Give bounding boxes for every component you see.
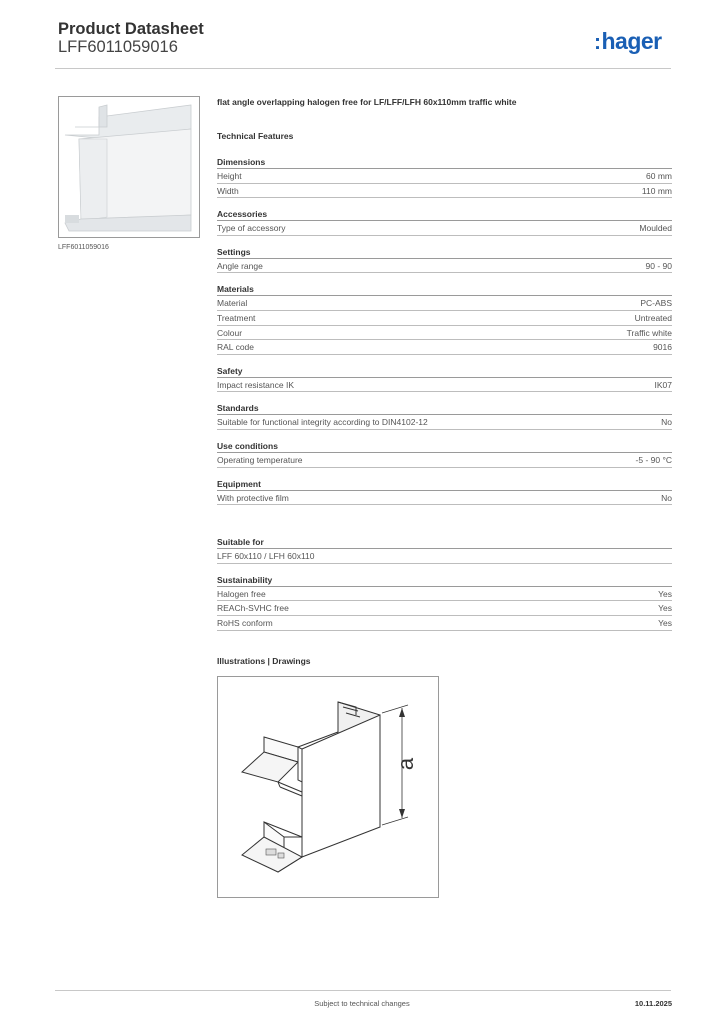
footer-divider bbox=[55, 990, 671, 991]
hager-logo bbox=[594, 28, 662, 55]
spec-label: Material bbox=[217, 298, 248, 309]
technical-features-heading: Technical Features bbox=[217, 131, 294, 141]
feature-sections bbox=[217, 155, 672, 505]
section-title: Suitable for bbox=[217, 535, 672, 549]
section-title: Dimensions bbox=[217, 155, 672, 169]
technical-drawing bbox=[217, 676, 439, 898]
spec-label: Impact resistance IK bbox=[217, 379, 295, 390]
spec-label: Treatment bbox=[217, 312, 256, 323]
spec-label: Type of accessory bbox=[217, 223, 286, 234]
page-title: Product Datasheet bbox=[58, 20, 204, 38]
spec-label: REACh-SVHC free bbox=[217, 603, 289, 614]
spec-label: LFF 60x110 / LFH 60x110 bbox=[217, 551, 315, 562]
spec-row bbox=[217, 601, 672, 616]
spec-label: Angle range bbox=[217, 260, 263, 271]
spec-label: Height bbox=[217, 171, 242, 181]
spec-value: -5 - 90 °C bbox=[635, 454, 672, 465]
spec-value: Traffic white bbox=[626, 327, 672, 338]
spec-value: 90 - 90 bbox=[645, 260, 672, 271]
product-description: flat angle overlapping halogen free for LF/LFF/LFH 60x110mm traffic white bbox=[217, 97, 517, 107]
spec-row bbox=[217, 549, 672, 564]
spec-label: Width bbox=[217, 185, 239, 196]
logo-text: hager bbox=[601, 28, 662, 54]
spec-row bbox=[217, 184, 672, 199]
section-title: Standards bbox=[217, 401, 672, 415]
header-divider bbox=[55, 68, 671, 69]
spec-row bbox=[217, 616, 672, 631]
product-code: LFF6011059016 bbox=[58, 38, 178, 56]
product-image bbox=[58, 96, 200, 238]
spec-label: Halogen free bbox=[217, 588, 266, 599]
footer-note: Subject to technical changes bbox=[314, 999, 410, 1008]
spec-row bbox=[217, 453, 672, 468]
illustrations-heading: Illustrations | Drawings bbox=[217, 656, 311, 666]
spec-label: RoHS conform bbox=[217, 617, 273, 628]
spec-label: With protective film bbox=[217, 492, 289, 503]
spec-value: No bbox=[661, 417, 672, 428]
logo-colon: : bbox=[594, 31, 601, 54]
spec-row bbox=[217, 491, 672, 506]
spec-section bbox=[217, 364, 672, 393]
spec-row bbox=[217, 340, 672, 355]
section-title: Settings bbox=[217, 245, 672, 259]
spec-row bbox=[217, 587, 672, 602]
spec-section bbox=[217, 245, 672, 274]
image-caption: LFF6011059016 bbox=[58, 244, 109, 251]
spec-value: 110 mm bbox=[641, 185, 672, 196]
dimension-label-a: a bbox=[393, 757, 419, 771]
spec-row bbox=[217, 378, 672, 393]
spec-label: Colour bbox=[217, 327, 243, 338]
spec-section bbox=[217, 477, 672, 506]
spec-section bbox=[217, 535, 672, 564]
spec-value: Untreated bbox=[634, 312, 672, 323]
spec-row bbox=[217, 259, 672, 274]
spec-value: 60 mm bbox=[646, 171, 672, 181]
spec-row bbox=[217, 169, 672, 184]
spec-value: Yes bbox=[658, 588, 672, 599]
spec-label: Operating temperature bbox=[217, 454, 303, 465]
spec-label: Suitable for functional integrity according to DIN4102-12 bbox=[217, 417, 428, 428]
spec-value: Moulded bbox=[639, 223, 672, 234]
spec-value: 9016 bbox=[653, 342, 672, 353]
spec-row bbox=[217, 311, 672, 326]
footer-date: 10.11.2025 bbox=[634, 999, 672, 1008]
spec-label: RAL code bbox=[217, 342, 255, 353]
section-title: Safety bbox=[217, 364, 672, 378]
spec-value: Yes bbox=[658, 603, 672, 614]
technical-content bbox=[217, 96, 672, 640]
spec-section bbox=[217, 573, 672, 631]
extra-sections bbox=[217, 535, 672, 630]
spec-row bbox=[217, 415, 672, 430]
spec-value: No bbox=[661, 492, 672, 503]
spec-row bbox=[217, 296, 672, 311]
spec-value: PC-ABS bbox=[640, 298, 672, 309]
spec-row bbox=[217, 221, 672, 236]
section-title: Sustainability bbox=[217, 573, 672, 587]
section-title: Use conditions bbox=[217, 439, 672, 453]
spec-section bbox=[217, 207, 672, 236]
section-title: Materials bbox=[217, 282, 672, 296]
spec-section bbox=[217, 439, 672, 468]
spec-value: IK07 bbox=[654, 379, 672, 390]
spec-section bbox=[217, 155, 672, 198]
spec-section bbox=[217, 401, 672, 430]
spec-section bbox=[217, 282, 672, 354]
spec-value: Yes bbox=[658, 617, 672, 628]
product-photo-graphic bbox=[59, 97, 199, 237]
angle-drawing-graphic bbox=[218, 677, 438, 897]
section-gap bbox=[217, 514, 672, 535]
section-title: Accessories bbox=[217, 207, 672, 221]
spec-row bbox=[217, 326, 672, 341]
section-title: Equipment bbox=[217, 477, 672, 491]
